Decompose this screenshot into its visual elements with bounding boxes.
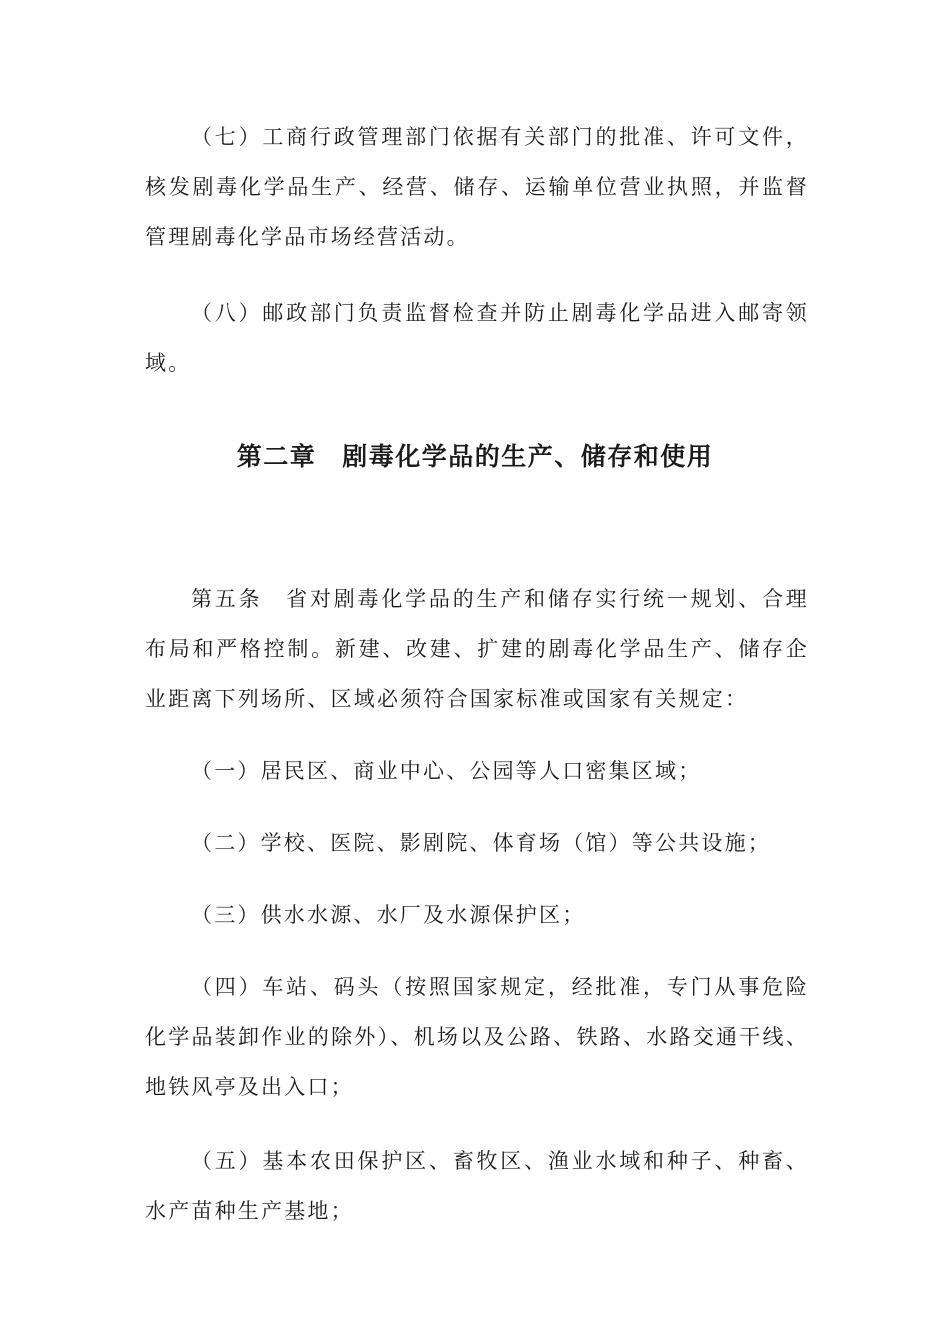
article-5-item-1: （一）居民区、商业中心、公园等人口密集区域；: [191, 759, 702, 783]
article-5-item-5: （五）基本农田保护区、畜牧区、渔业水域和种子、种畜、水产苗种生产基地；: [145, 1149, 809, 1223]
chapter-title: 剧毒化学品的生产、储存和使用: [342, 442, 714, 471]
article-5-item-2: （二）学校、医院、影剧院、体育场（馆）等公共设施；: [191, 831, 771, 855]
article-5-item-3: （三）供水水源、水厂及水源保护区；: [191, 903, 586, 927]
chapter-number: 第二章: [236, 442, 317, 471]
paragraph-item-8: （八）邮政部门负责监督检查并防止剧毒化学品进入邮寄领域。: [145, 301, 809, 375]
article-5-item-4: （四）车站、码头（按照国家规定，经批准，专门从事危险化学品装卸作业的除外）、机场以及公路、铁路、水路交通干线、地铁风亭及出入口；: [145, 975, 809, 1099]
article-5-paragraph: 第五条 省对剧毒化学品的生产和储存实行统一规划、合理布局和严格控制。新建、改建、扩建的剧毒化学品生产、储存企业距离下列场所、区域必须符合国家标准或国家有关规定：: [145, 587, 809, 711]
chapter-heading: [0, 432, 950, 482]
paragraph-item-7: （七）工商行政管理部门依据有关部门的批准、许可文件，核发剧毒化学品生产、经营、储存、运输单位营业执照，并监督管理剧毒化学品市场经营活动。: [145, 125, 809, 249]
